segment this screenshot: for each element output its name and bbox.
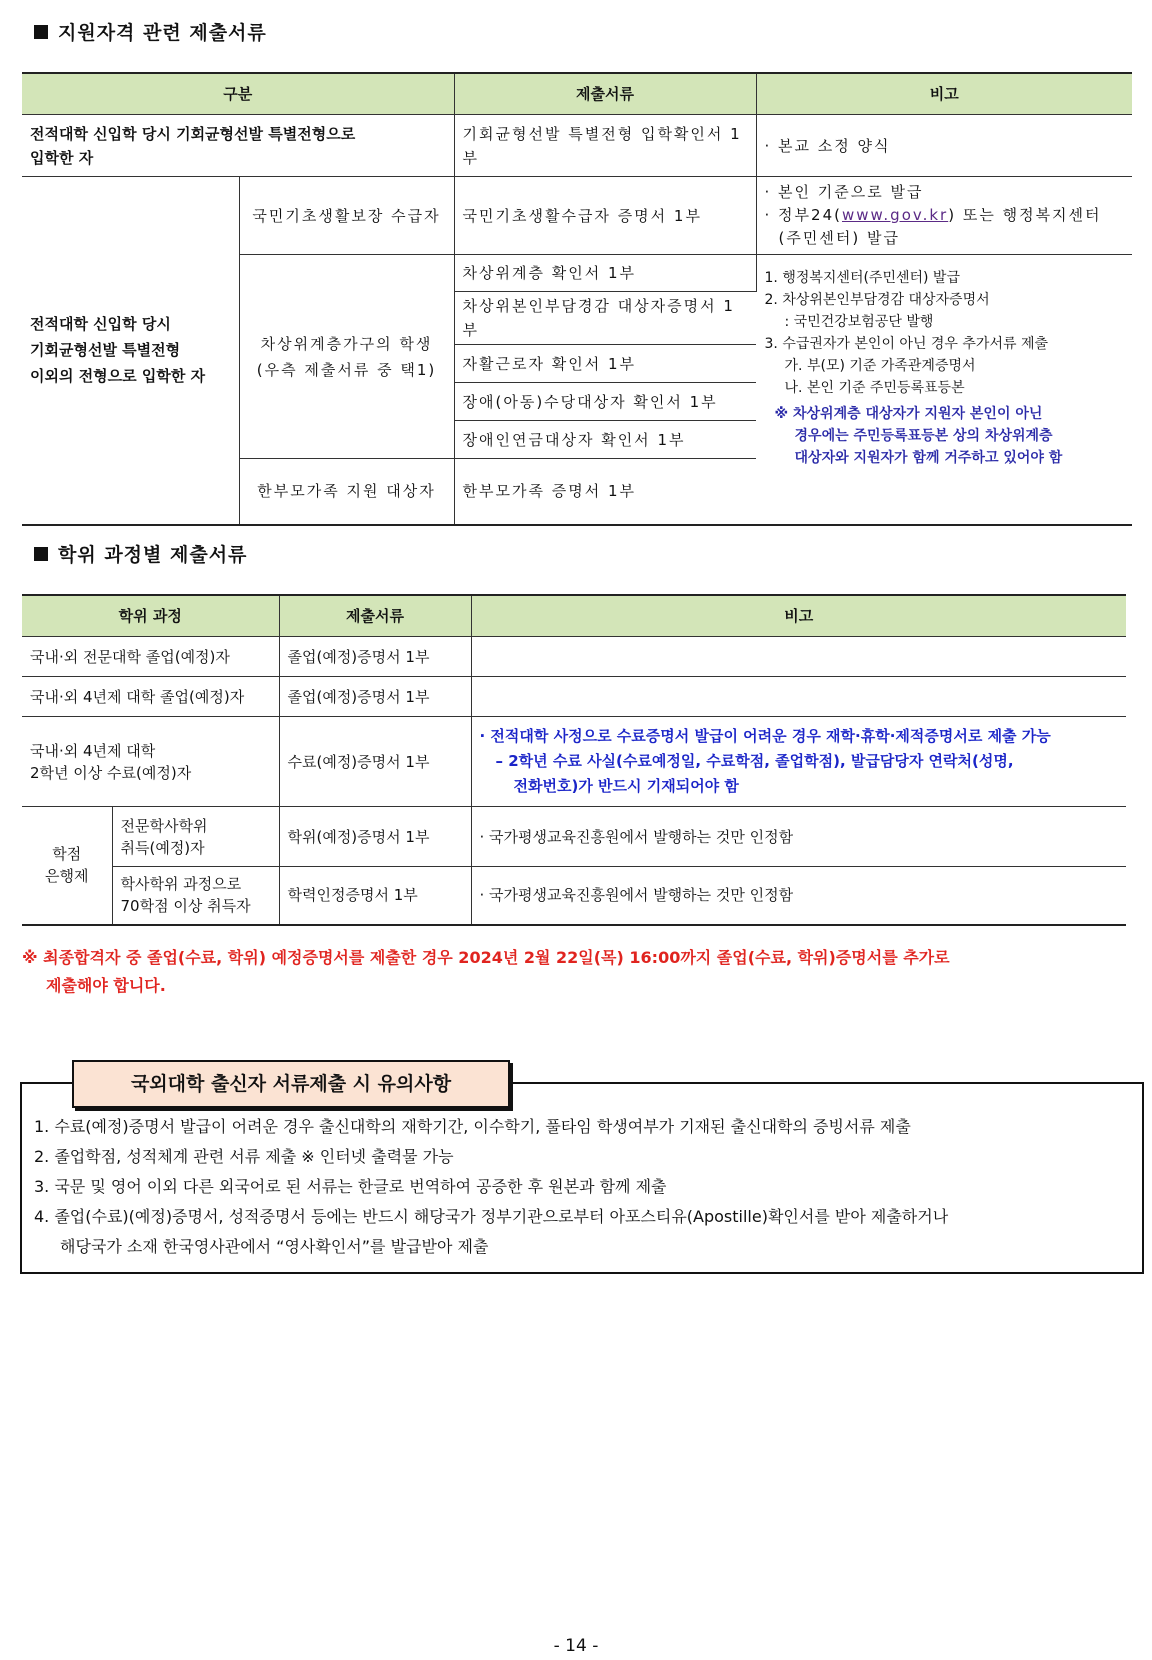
- note-text: · 정부24(: [764, 206, 842, 224]
- table-row: [22, 807, 1126, 867]
- document-cell: 국민기초생활수급자 증명서 1부: [454, 177, 756, 255]
- category-text: 전적대학 신입학 당시: [30, 315, 171, 334]
- warning-text: 경우에는 주민등록표등본 상의 차상위계층: [794, 428, 1053, 444]
- notice-title: 국외대학 출신자 서류제출 시 유의사항: [72, 1060, 510, 1108]
- note-text: 전화번호)가 반드시 기재되어야 함: [513, 777, 739, 795]
- document-cell: 장애인연금대상자 확인서 1부: [454, 421, 756, 459]
- document-cell: 수료(예정)증명서 1부: [279, 717, 471, 807]
- credit-bank-text: 학점: [52, 845, 82, 864]
- page-number: - 14 -: [553, 1636, 599, 1656]
- table-row: [22, 177, 1132, 255]
- note-cell: [471, 677, 1126, 717]
- document-cell: 학력인정증명서 1부: [279, 867, 471, 925]
- note-text: ) 또는 행정복지센터: [948, 206, 1102, 224]
- note-text: 3. 수급권자가 본인이 아닌 경우 추가서류 제출: [764, 336, 1049, 352]
- document-cell: 차상위계층 확인서 1부: [454, 255, 756, 292]
- course-text: 국내·외 4년제 대학: [30, 741, 156, 760]
- list-item: 4. 졸업(수료)(예정)증명서, 성적증명서 등에는 반드시 해당국가 정부기관으로부터 아포스티유(Apostille)확인서를 받아 제출하거나: [34, 1207, 949, 1226]
- course-text: 취득(예정)자: [120, 838, 205, 857]
- credit-bank-cell: [22, 807, 112, 925]
- warning-text: 대상자와 지원자가 함께 거주하고 있어야 함: [794, 450, 1063, 466]
- document-cell: 기회균형선발 특별전형 입학확인서 1부: [454, 115, 756, 177]
- list-item: 2. 졸업학점, 성적체계 관련 서류 제출 ※ 인터넷 출력물 가능: [34, 1147, 454, 1166]
- document-cell: 차상위본인부담경감 대상자증명서 1부: [454, 292, 756, 345]
- course-cell: [112, 867, 279, 925]
- section-title-text: 지원자격 관련 제출서류: [58, 22, 267, 44]
- header-notes: 비고: [756, 73, 1132, 115]
- note-cell: [471, 637, 1126, 677]
- category-text: 전적대학 신입학 당시 기회균형선발 특별전형으로: [30, 124, 356, 143]
- note-cell: · 본교 소정 양식: [756, 115, 1132, 177]
- table-row: [22, 115, 1132, 177]
- section-title-degree: [34, 540, 247, 567]
- degree-documents-table: [22, 594, 1126, 926]
- course-text: 학사학위 과정으로: [120, 875, 242, 894]
- subcategory-cell: 국민기초생활보장 수급자: [239, 177, 454, 255]
- header-documents: 제출서류: [454, 73, 756, 115]
- square-bullet-icon: [34, 547, 48, 561]
- category-text: 이외의 전형으로 입학한 자: [30, 367, 206, 386]
- course-cell: 국내·외 전문대학 졸업(예정)자: [22, 637, 279, 677]
- table-row: [22, 717, 1126, 807]
- note-text: : 국민건강보험공단 발행: [784, 314, 934, 330]
- table-row: [22, 637, 1126, 677]
- qualification-documents-table: [22, 72, 1132, 526]
- note-text: – 2학년 수료 사실(수료예정일, 수료학점, 졸업학점), 발급담당자 연락처(성명,: [495, 752, 1014, 770]
- subcategory-text: (우측 제출서류 중 택1): [256, 360, 437, 379]
- note-cell: · 국가평생교육진흥원에서 발행하는 것만 인정함: [471, 807, 1126, 867]
- document-cell: 졸업(예정)증명서 1부: [279, 677, 471, 717]
- note-cell: [471, 717, 1126, 807]
- course-text: 전문학사학위: [120, 816, 208, 835]
- final-admission-note-text: 제출해야 합니다.: [46, 976, 166, 995]
- notice-list: [34, 1112, 1134, 1262]
- note-text: 2. 차상위본인부담경감 대상자증명서: [764, 292, 990, 308]
- table-header-row: [22, 73, 1132, 115]
- document-cell: 자활근로자 확인서 1부: [454, 345, 756, 383]
- final-admission-note: [22, 944, 1122, 1000]
- course-cell: [22, 717, 279, 807]
- table-header-row: [22, 595, 1126, 637]
- credit-bank-text: 은행제: [45, 867, 89, 886]
- course-text: 70학점 이상 취득자: [120, 897, 251, 916]
- course-cell: 국내·외 4년제 대학 졸업(예정)자: [22, 677, 279, 717]
- list-item: 3. 국문 및 영어 이외 다른 외국어로 된 서류는 한글로 번역하여 공증한 후 원본과 함께 제출: [34, 1177, 667, 1196]
- note-text: 나. 본인 기준 주민등록표등본: [784, 380, 965, 396]
- note-text: · 본인 기준으로 발급: [764, 183, 924, 201]
- section-title-qualification: [34, 18, 267, 45]
- document-cell: 한부모가족 증명서 1부: [454, 459, 756, 525]
- document-cell: 졸업(예정)증명서 1부: [279, 637, 471, 677]
- header-category: 구분: [22, 73, 454, 115]
- table-row: [22, 677, 1126, 717]
- note-text: (주민센터) 발급: [778, 229, 900, 247]
- note-text: 가. 부(모) 기준 가족관계증명서: [784, 358, 976, 374]
- final-admission-note-text: ※ 최종합격자 중 졸업(수료, 학위) 예정증명서를 제출한 경우 2024년 2월 22일(목) 16:00까지 졸업(수료, 학위)증명서를 추가로: [22, 948, 950, 967]
- section-title-text: 학위 과정별 제출서류: [58, 544, 248, 566]
- category-cell: [22, 115, 454, 177]
- subcategory-cell: [239, 255, 454, 459]
- list-item: 1. 수료(예정)증명서 발급이 어려운 경우 출신대학의 재학기간, 이수학기, 풀타임 학생여부가 기재된 출신대학의 증빙서류 제출: [34, 1117, 911, 1136]
- document-cell: 학위(예정)증명서 1부: [279, 807, 471, 867]
- square-bullet-icon: [34, 25, 48, 39]
- header-documents: 제출서류: [279, 595, 471, 637]
- note-text: [765, 204, 1125, 227]
- note-cell: [756, 255, 1132, 525]
- category-cell: [22, 177, 239, 525]
- header-notes: 비고: [471, 595, 1126, 637]
- category-text: 입학한 자: [30, 148, 94, 167]
- note-cell: [756, 177, 1132, 255]
- note-text: 1. 행정복지센터(주민센터) 발급: [764, 270, 960, 286]
- category-text: 기회균형선발 특별전형: [30, 341, 181, 360]
- document-cell: 장애(아동)수당대상자 확인서 1부: [454, 383, 756, 421]
- course-cell: [112, 807, 279, 867]
- note-text: · 전적대학 사정으로 수료증명서 발급이 어려운 경우 재학·휴학·제적증명서로 제출 가능: [479, 727, 1051, 745]
- gov-link[interactable]: www.gov.kr: [841, 206, 949, 224]
- note-cell: · 국가평생교육진흥원에서 발행하는 것만 인정함: [471, 867, 1126, 925]
- course-text: 2학년 이상 수료(예정)자: [30, 763, 192, 782]
- subcategory-text: 차상위계층가구의 학생: [260, 334, 433, 353]
- list-item: 해당국가 소재 한국영사관에서 “영사확인서”를 발급받아 제출: [60, 1237, 489, 1256]
- subcategory-cell: 한부모가족 지원 대상자: [239, 459, 454, 525]
- warning-text: ※ 차상위계층 대상자가 지원자 본인이 아닌: [774, 406, 1043, 422]
- table-row: [22, 867, 1126, 925]
- header-course: 학위 과정: [22, 595, 279, 637]
